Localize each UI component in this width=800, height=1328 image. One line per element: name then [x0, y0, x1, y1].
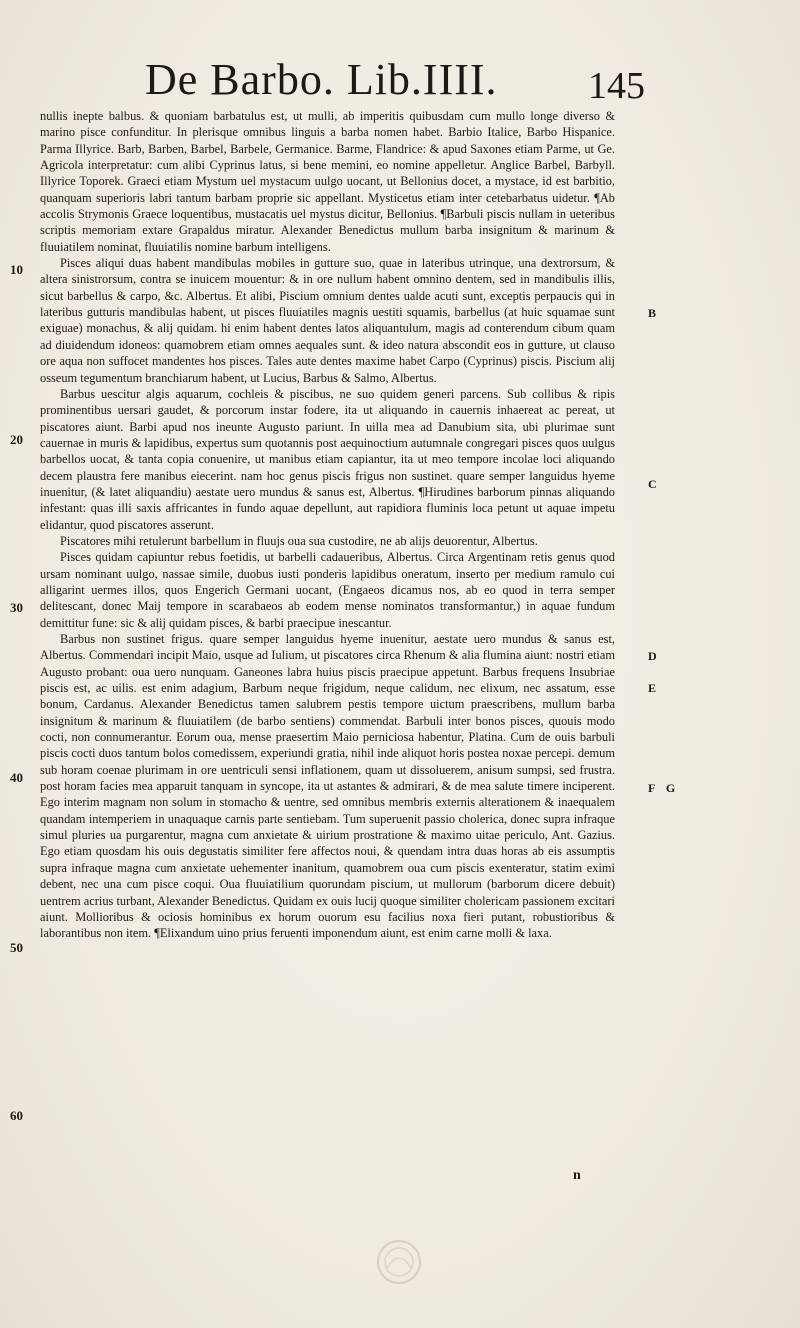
signature-mark: n — [573, 1168, 581, 1183]
faded-stamp-icon — [375, 1238, 423, 1286]
folio-number: 145 — [588, 65, 645, 107]
margin-letter-c: C — [648, 477, 661, 491]
line-number-50: 50 — [10, 940, 23, 955]
line-number-60: 60 — [10, 1108, 23, 1123]
paragraph-fishing: Pisces quidam capiuntur rebus foetidis, ut barbelli cadaueribus, Albertus. Circa Argentinam retis genus quod ursam nominant uulgo, nassae simile, duobus iusti ponderis lapidibus oneratum, inserto per medium ramulo cui alligarint uermes illos, quos Engerich Germani uocant, (Engaeos dicamus nos, ab eo quod in terra semper delitescant, donec Maij tempore in scarabaeos ab eodem mense nominatos transformantur,) in aquae fundum demittitur fune: sic & alij quidam pisces, & barbi praecipue inescantur. — [40, 550, 615, 630]
line-number-40: 40 — [10, 770, 23, 785]
paragraph-mandibles: Pisces aliqui duas habent mandibulas mobiles in gutture suo, quae in lateribus utrinque, una dextrorsum, & altera sinistrorsum, contra se inuicem mouentur: & in ore nullum habent omnino dentem, sed in mandibulis illis, sicut barbellus & carpo, &c. Albertus. Et alibi, Piscium omnium dentes ualde acuti sunt, exceptis perpaucis qui in lateribus gutturis mandibulas habent, ut pisces fluuiatiles magnis uestiti squamis, barbellus (at huic squamae sunt exiguae) monachus, & alij quidam. hi enim habent dentes latos aliquantulum, magis ad conterendum cibum quam ad diuidendum idoneos: quamobrem etiam omnes aequales sunt. & ideo natura abscondit eos in gutture, ut clauso ore aqua non suffocet mandentes hos pisces. Tales aute dentes maxime habet Carpo (Cyprinus) piscis. Piscium alij osseum tegumentum branchiarum habent, ut Lucius, Barbus & Salmo, Albertus. — [40, 256, 615, 385]
margin-letter-b: B — [648, 306, 661, 320]
main-text-column — [40, 108, 615, 942]
page-header — [145, 50, 645, 110]
running-title: De Barbo. Lib.IIII. — [145, 55, 498, 104]
margin-letter-e: E — [648, 681, 661, 695]
line-number-20: 20 — [10, 432, 23, 447]
paragraph-eggs: Piscatores mihi retulerunt barbellum in fluujs oua sua custodire, ne ab alijs deuorentur, Albertus. — [60, 533, 538, 548]
margin-letter-d: D — [648, 649, 661, 663]
margin-letter-f-g: F G — [648, 781, 680, 795]
line-number-10: 10 — [10, 262, 23, 277]
paragraph-food-use: Barbus non sustinet frigus. quare semper languidus hyeme inuenitur, aestate uero mundus & sanus est, Albertus. Commendari incipit Maio, usque ad Iulium, ut piscatores circa Rhenum & alia flumina aiunt: nostri etiam Augusto probant: oua uero nunquam. Ganeones labra huius piscis praecipue appetunt. Barbus frequens Insubriae piscis est, ac uilis. est enim adagium, Barbum neque frigidum, neque calidum, nec elixum, nec assatum, esse bonum, Cardanus. Alexander Benedictus tamen salubrem pestis tempore uictum praescribens, mullum barba insignitum & marinum & fluuiatilem (de barbo sentiens) commendat. Barbuli inter bonos pisces, quouis modo cocti, non connumerantur. Eorum oua, mense praesertim Maio perniciosa habentur, Platina. Cum de ouis barbuli piscis cocti duos tantum bolos comedissem, experiundi gratia, nihil inde aliquot horis postea noxae percepi. demum sub horam coenae plurimam in ore uentriculi sensi inflationem, quam ut dissoluerem, anisum sumpsi, sed frustra. post horam facies mea apparuit tanquam in syncope, ita ut astantes & admirari, & de mea salute timere inciperent. Ego interim magnam non solum in stomacho & uentre, sed omnibus membris externis alterationem & inaequalem quandam intemperiem in unaquaque carnis parte sentiebam. Tum superuenit passio cholerica, donec supra infraque simul pluries ua purgarentur, magna cum anxietate & uirium prostratione & maximo uitae periculo, Ant. Gazius. Ego etiam quosdam his ouis degustatis similiter fere affectos noui, & quendam intra duas horas ab eis assumptis supra infraque magna cum anxietate uehementer inanitum, quamobrem oua cum piscis exenteratur, statim eximi debent, nec una cum pisce coqui. Oua fluuiatilium quorundam piscium, ut mullorum (barborum dicere debuit) uentrem acrius turbant, Alexander Benedictus. Quidam ex ouis lucij quoque similiter cholericam passionem excitari aiunt. Mollioribus & ociosis hominibus ex horum ouorum esu facilius noxa fieri putant, robustioribus & laborantibus non item. ¶Elixandum uino prius feruenti imponendum aiunt, est enim carne molli & laxa. — [40, 632, 615, 941]
line-number-30: 30 — [10, 600, 23, 615]
paragraph-habitat: Barbus uescitur algis aquarum, cochleis & piscibus, ne suo quidem generi parcens. Sub collibus & ripis prominentibus uersari gaudet, & porcorum instar fodere, ita ut aliquando in cauernis inhaereat ac pereat, ut piscatores aiunt. Barbi apud nos ineunte Augusto pariunt. In uilla mea ad Danubium sita, ubi plurimae sunt cauernae in muris & lapidibus, expertus sum quotannis post aequinoctium autumnale congregari pisces quos uulgus barbellos uocat, & tanta copia conuenire, ut manibus etiam capiantur, ita ut meo tempore incolae loci aliquando decem plaustra fere manibus eiecerint. nam hoc genus piscis frigus non sustinet. quare semper languidus hyeme inuenitur, (& latet aliquandiu) aestate uero mundus & sanus est, Albertus. ¶Hirudines barborum pinnas aliquando infestant: quas illi saxis affricantes in fundo aquae depellunt, aut rapidiora fluminis loca petunt ut aquae impetu elidantur, quod piscatores asserunt. — [40, 386, 615, 532]
paragraph-naming: nullis inepte balbus. & quoniam barbatulus est, ut mulli, ab imperitis quibusdam cum mullo longe diverso & marino pisce confunditur. In plerisque omnibus linguis a barba nomen habet. Barbio Italice, Barbo Hispanice. Parma Illyrice. Barb, Barben, Barbel, Barbele, Germanice. Barme, Flandrice: & apud Saxones etiam Parme, ut Ge. Agricola interpretatur: cum alibi Cyprinus latus, si bene memini, eo nomine appelletur. Anglice Barbel, Barbyll. Illyrice Toporek. Graeci etiam Mystum uel mystacum uulgo uocant, ut Bellonius docet, a mystace, id est barbitio, quanquam superioris labri tantum barbam proprie sic appellant. Mysticetus etiam inter cetebarbatus uidetur. ¶Ab accolis Strymonis Graece loquentibus, mustacatis uel mystus dicitur, Bellonius. ¶Barbuli piscis nullam in ueteribus scriptis memoriam extare Grapaldus miratur. Alexander Benedictus mullum barba insignitum & marinum & fluuiatilem nominat, fluuiatilis nomine barbum intelligens. — [40, 109, 615, 254]
